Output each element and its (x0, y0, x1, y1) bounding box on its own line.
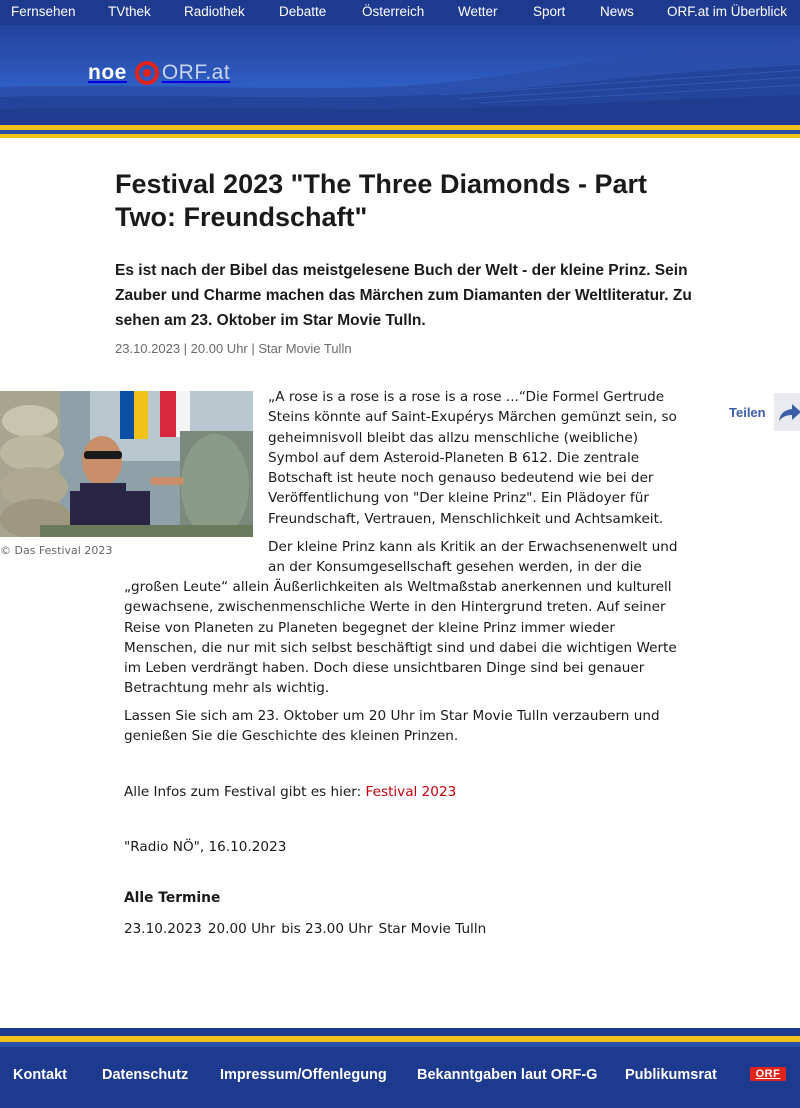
article-paragraph-2-rest: „großen Leute“ allein Äußerlichkeiten als Weltmaßstab anerkennen und kulturell gewachsene, zwischenmenschliche Werte in den Hintergrund treten. Auf seiner Reise von Planeten zu Planeten begegnet der kleine Prinz immer wieder Menschen, die nur mit sich selbst beschäftigt sind und dabei die wichtigen Werte im Leben verdrängt haben. Doch diese unsichtbaren Dinge sind bei genauer Betrachtung mehr als wichtig. (124, 579, 677, 697)
logo-region: noe (88, 61, 127, 84)
image-credit: © Das Festival 2023 (0, 544, 113, 557)
share-widget[interactable] (729, 393, 800, 431)
footer-publikumsrat[interactable]: Publikumsrat (625, 1067, 717, 1083)
source-line: "Radio NÖ", 16.10.2023 (124, 839, 287, 855)
nav-fernsehen[interactable]: Fernsehen (11, 4, 76, 19)
footer (0, 1047, 800, 1108)
share-arrow-icon (778, 402, 800, 422)
article-meta: 23.10.2023 | 20.00 Uhr | Star Movie Tulln (115, 341, 352, 356)
header-stripe-yellow-2 (0, 134, 800, 138)
share-label[interactable]: Teilen (729, 404, 766, 420)
nav-radiothek[interactable]: Radiothek (184, 4, 245, 19)
article-title: Festival 2023 "The Three Diamonds - Part Two: Freundschaft" (115, 169, 647, 232)
noe-orf-logo[interactable] (88, 61, 230, 85)
nav-oesterreich[interactable]: Österreich (362, 4, 425, 19)
orf-footer-logo[interactable]: ORF (750, 1067, 786, 1081)
header-banner (0, 25, 800, 125)
termin-time-from: 20.00 Uhr (207, 921, 276, 937)
nav-debatte[interactable]: Debatte (279, 4, 327, 19)
nav-news[interactable]: News (600, 4, 634, 19)
footer-bekanntgaben[interactable]: Bekanntgaben laut ORF-G (417, 1067, 598, 1083)
termin-venue: Star Movie Tulln (378, 921, 487, 937)
info-text: Alle Infos zum Festival gibt es hier: (124, 784, 366, 800)
top-navigation (0, 0, 800, 25)
info-paragraph (124, 782, 456, 802)
share-button[interactable] (774, 393, 800, 431)
orf-eye-icon (135, 61, 159, 85)
article-paragraph-2-start: Der kleine Prinz kann als Kritik an der Erwachsenenwelt und an der Konsumgesellschaft gesehen werden, in der die (268, 539, 678, 576)
article-paragraph-1: „A rose is a rose is a rose is a rose ...“Die Formel Gertrude Steins könnte auf Saint-Exupérys Märchen gemünzt sein, so geheimnisvoll bleibt das allzu menschliche (weibliche) Symbol auf dem Asteroid-Planeten B 612. Die zentrale Botschaft ist heute noch genauso bedeutend wie bei der Veröffentlichung von "Der kleine Prinz". Ein Plädoyer für Freundschaft, Vertrauen, Menschlichkeit und Achtsamkeit. (268, 389, 677, 527)
nav-orf-ueberblick[interactable]: ORF.at im Überblick (667, 4, 788, 19)
logo-brand: ORF.at (161, 61, 231, 84)
footer-kontakt[interactable]: Kontakt (13, 1067, 67, 1083)
article-photo (0, 391, 253, 537)
termin-row (124, 921, 486, 937)
article-paragraph-3: Lassen Sie sich am 23. Oktober um 20 Uhr im Star Movie Tulln verzaubern und genießen Sie die Geschichte des kleinen Prinzen. (124, 708, 660, 745)
photo-illustration (0, 391, 253, 537)
festival-link[interactable]: Festival 2023 (365, 784, 457, 800)
nav-tvthek[interactable]: TVthek (108, 4, 151, 19)
termine-heading: Alle Termine (124, 890, 221, 906)
footer-impressum[interactable]: Impressum/Offenlegung (220, 1067, 387, 1083)
nav-wetter[interactable]: Wetter (458, 4, 498, 19)
footer-stripe-blue (0, 1028, 800, 1036)
nav-sport[interactable]: Sport (533, 4, 566, 19)
termin-date: 23.10.2023 (124, 921, 202, 937)
footer-datenschutz[interactable]: Datenschutz (102, 1067, 189, 1083)
article-lead: Es ist nach der Bibel das meistgelesene Buch der Welt - der kleine Prinz. Sein Zauber und Charme machen das Märchen zum Diamanten der Weltliteratur. Zu sehen am 23. Oktober im Star Movie Tulln. (115, 262, 692, 329)
termin-time-to: bis 23.00 Uhr (281, 921, 373, 937)
